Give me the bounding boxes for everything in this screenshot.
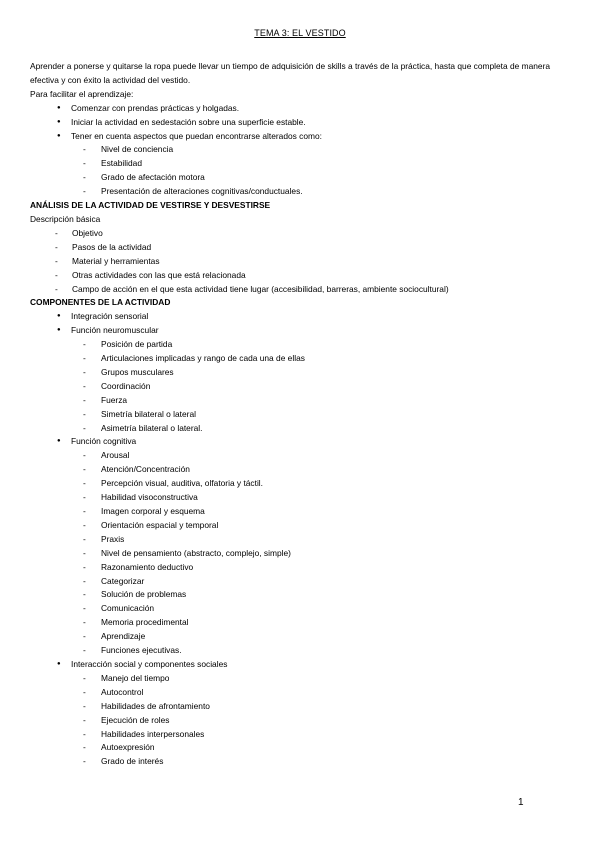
componentes-heading: COMPONENTES DE LA ACTIVIDAD (30, 297, 171, 308)
list-item: - Arousal (30, 449, 575, 463)
social-list (30, 672, 575, 769)
list-item: - Grado de afectación motora (30, 171, 575, 185)
facilitar-list (30, 102, 575, 144)
list-item: - Percepción visual, auditiva, olfatoria y táctil. (30, 477, 575, 491)
list-item: - Aprendizaje (30, 630, 575, 644)
list-item: - Nivel de conciencia (30, 143, 575, 157)
list-item: - Autoexpresión (30, 741, 575, 755)
facilitar-label: Para facilitar el aprendizaje: (30, 88, 134, 99)
list-item: - Otras actividades con las que está relacionada (30, 269, 575, 283)
document-body (30, 60, 575, 769)
social-item: ● Interacción social y componentes sociales (30, 658, 575, 672)
list-item: ● Comenzar con prendas prácticas y holgadas. (30, 102, 575, 116)
list-item: - Material y herramientas (30, 255, 575, 269)
list-item: - Habilidad visoconstructiva (30, 491, 575, 505)
list-item: ● Tener en cuenta aspectos que puedan encontrarse alterados como: (30, 130, 575, 144)
list-item: - Funciones ejecutivas. (30, 644, 575, 658)
list-item: - Campo de acción en el que esta actividad tiene lugar (accesibilidad, barreras, ambiente sociocultural) (30, 283, 575, 297)
intro-paragraph: Aprender a ponerse y quitarse la ropa puede llevar un tiempo de adquisición de skills a través de la práctica, hasta que completa de manera efectiva y con éxito la actividad del vestido. (30, 61, 551, 85)
list-item: - Orientación espacial y temporal (30, 519, 575, 533)
list-item: - Razonamiento deductivo (30, 561, 575, 575)
list-item: - Nivel de pensamiento (abstracto, complejo, simple) (30, 547, 575, 561)
page-title: TEMA 3: EL VESTIDO (254, 28, 346, 38)
list-item: - Praxis (30, 533, 575, 547)
list-item: - Coordinación (30, 380, 575, 394)
list-item: - Atención/Concentración (30, 463, 575, 477)
list-item: - Manejo del tiempo (30, 672, 575, 686)
list-item: - Ejecución de roles (30, 714, 575, 728)
neuromuscular-item: ● Función neuromuscular (30, 324, 575, 338)
list-item: - Grado de interés (30, 755, 575, 769)
integracion-item: ● Integración sensorial (30, 310, 575, 324)
cognitiva-list (30, 449, 575, 658)
list-item: - Presentación de alteraciones cognitivas/conductuales. (30, 185, 575, 199)
aspectos-list (30, 143, 575, 199)
neuromuscular-list (30, 338, 575, 435)
list-item: - Pasos de la actividad (30, 241, 575, 255)
analisis-heading: ANÁLISIS DE LA ACTIVIDAD DE VESTIRSE Y DESVESTIRSE (30, 200, 271, 211)
list-item: - Fuerza (30, 394, 575, 408)
list-item: - Comunicación (30, 602, 575, 616)
list-item: - Grupos musculares (30, 366, 575, 380)
list-item: - Estabilidad (30, 157, 575, 171)
list-item: - Articulaciones implicadas y rango de cada una de ellas (30, 352, 575, 366)
list-item: - Habilidades de afrontamiento (30, 700, 575, 714)
list-item: - Memoria procedimental (30, 616, 575, 630)
list-item: - Autocontrol (30, 686, 575, 700)
list-item: - Solución de problemas (30, 588, 575, 602)
list-item: - Asimetría bilateral o lateral. (30, 422, 575, 436)
list-item: ● Iniciar la actividad en sedestación sobre una superficie estable. (30, 116, 575, 130)
list-item: - Categorizar (30, 575, 575, 589)
page-number: 1 (518, 797, 524, 808)
list-item: - Imagen corporal y esquema (30, 505, 575, 519)
list-item: - Simetría bilateral o lateral (30, 408, 575, 422)
list-item: - Objetivo (30, 227, 575, 241)
descripcion-label: Descripción básica (30, 213, 101, 224)
cognitiva-item: ● Función cognitiva (30, 435, 575, 449)
descripcion-list (30, 227, 575, 297)
list-item: - Habilidades interpersonales (30, 728, 575, 742)
list-item: - Posición de partida (30, 338, 575, 352)
